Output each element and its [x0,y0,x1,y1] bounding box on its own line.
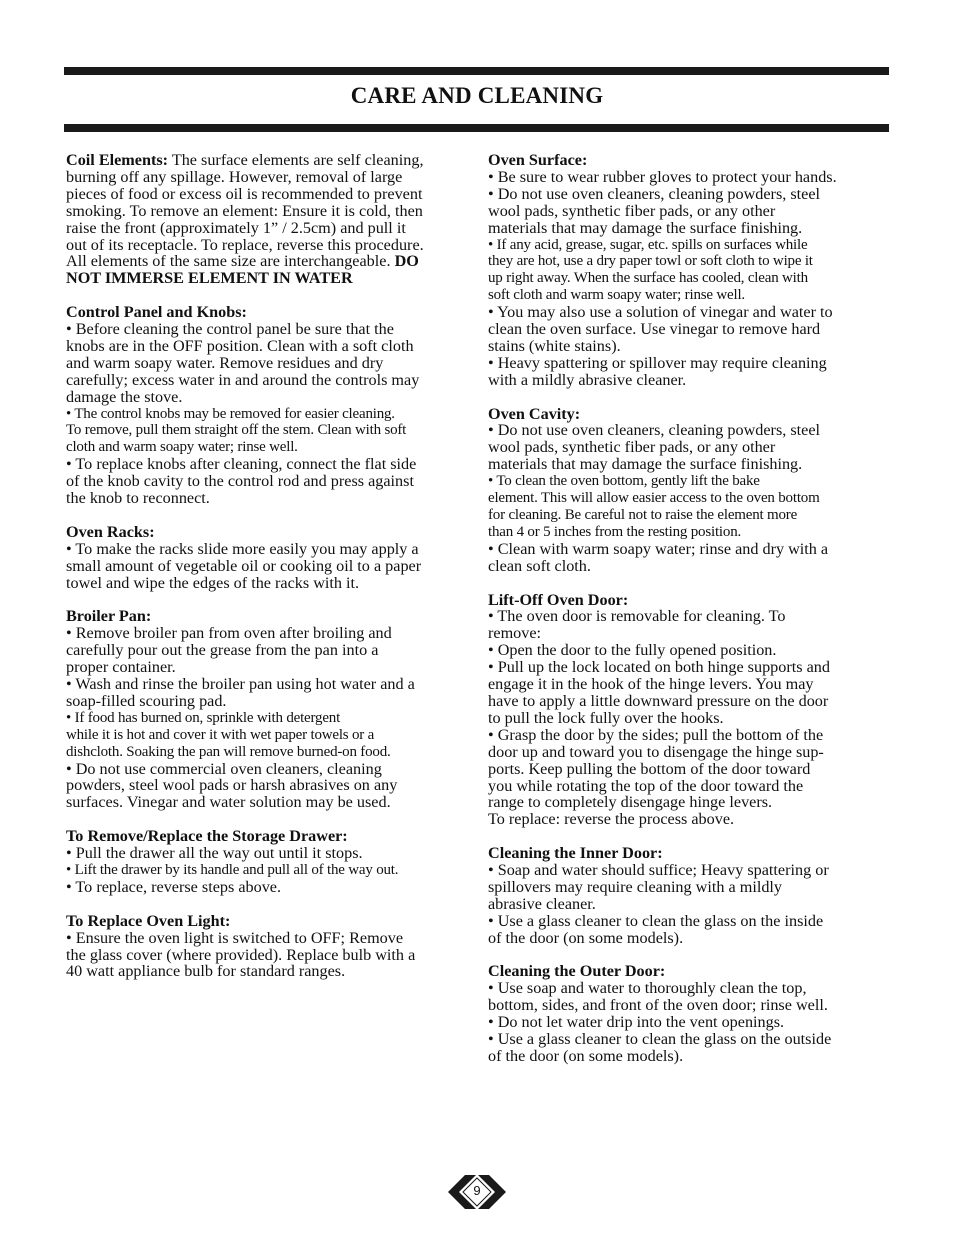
section-storage-drawer: To Remove/Replace the Storage Drawer: • Pull the drawer all the way out until it stops. • Lift the drawer by its handle and pull all of the way out. • To replace, reverse steps above. [66,828,476,896]
section-heading: Oven Surface: [488,151,588,169]
section-heading: Broiler Pan: [66,607,152,626]
section-coil-elements: Coil Elements: The surface elements are self cleaning, burning off any spillage. However, removal of large pieces of food or excess oil is recommended to prevent smoking. To remove an element: Ensure it is cold, then raise the front (approximately 1” / 2.5cm) and pull it out of its receptacle. To replace, reverse this procedure. All elements of the same size are interchangeable. DO NOT IMMERSE ELEMENT IN WATER [66,151,424,288]
section-heading: Lift-Off Oven Door: [488,590,629,609]
section-heading: To Remove/Replace the Storage Drawer: [66,827,348,846]
section-heading: Oven Racks: [66,522,155,541]
warning-text: DO [394,252,419,271]
section-heading: Control Panel and Knobs: [66,303,247,322]
header-top-rule [64,67,889,75]
right-column [488,152,888,1082]
section-control-panel: Control Panel and Knobs: • Before cleaning the control panel be sure that the knobs are in the OFF position. Clean with a soft cloth and warm soapy water. Remove residues and dry carefully; excess water in and around the controls may damage the stove. • The control knobs may be removed for easier cleaning. To remove, pull them straight off the stem. Clean with soft cloth and warm soapy water; rinse well. • To replace knobs after cleaning, connect the flat side of the knob cavity to the control rod and press against the knob to reconnect. [66,304,476,507]
section-heading: To Replace Oven Light: [66,911,231,930]
section-heading: Cleaning the Inner Door: [488,844,663,863]
left-column [66,152,476,997]
section-inner-door: Cleaning the Inner Door: • Soap and water should suffice; Heavy spattering or spillovers may require cleaning with a mildly abrasive cleaner. • Use a glass cleaner to clean the glass on the inside of the door (on some models). [488,845,888,946]
header-bottom-rule [64,124,889,132]
section-heading: Oven Cavity: [488,404,581,423]
section-oven-racks: Oven Racks: • To make the racks slide more easily you may apply a small amount of vegetable oil or cooking oil to a paper towel and wipe the edges of the racks with it. [66,524,476,592]
section-oven-cavity: Oven Cavity: • Do not use oven cleaners, cleaning powders, steel wool pads, synthetic fiber pads, or any other materials that may damage the surface finishing. • To clean the oven bottom, gently lift the bake element. This will allow easier access to the oven bottom for cleaning. Be careful not to raise the element more than 4 or 5 inches from the resting position. • Clean with warm soapy water; rinse and dry with a clean soft cloth. [488,406,888,575]
section-oven-light: To Replace Oven Light: • Ensure the oven light is switched to OFF; Remove the glass cover (where provided). Replace bulb with a 40 watt appliance bulb for standard ranges. [66,913,476,981]
section-broiler-pan: Broiler Pan: • Remove broiler pan from oven after broiling and carefully pour out the grease from the pan into a proper container. • Wash and rinse the broiler pan using hot water and a soap-filled scouring pad. • If food has burned on, sprinkle with detergent while it is hot and cover it with wet paper towels or a dishcloth. Soaking the pan will remove burned-on food. • Do not use commercial oven cleaners, cleaning powders, steel wool pads or harsh abrasives on any surfaces. Vinegar and water solution may be used. [66,608,476,811]
page-title: CARE AND CLEANING [350,83,604,108]
section-outer-door: Cleaning the Outer Door: • Use soap and water to thoroughly clean the top, bottom, sides, and front of the oven door; rinse well. • Do not let water drip into the vent openings. • Use a glass cleaner to clean the glass on the outside of the door (on some models). [488,963,888,1064]
warning-text: NOT IMMERSE ELEMENT IN WATER [66,269,353,288]
section-heading: Cleaning the Outer Door: [488,962,666,981]
page-number-badge [447,1174,507,1210]
section-oven-surface: Oven Surface: • Be sure to wear rubber gloves to protect your hands. • Do not use oven cleaners, cleaning powders, steel wool pads, synthetic fiber pads, or any other materials that may damage the surface finishing. • If any acid, grease, sugar, etc. spills on surfaces while they are hot, use a dry paper towl or soft cloth to wipe it up right away. When the surface has cooled, clean with soft cloth and warm soapy water; rinse well. • You may also use a solution of vinegar and water to clean the oven surface. Use vinegar to remove hard stains (white stains). • Heavy spattering or spillover may require cleaning with a mildly abrasive cleaner. [488,152,888,389]
section-heading: Coil Elements: [66,151,169,169]
page-number: 9 [473,1183,481,1198]
section-lift-off-door: Lift-Off Oven Door: • The oven door is removable for cleaning. To remove: • Open the door to the fully opened position. • Pull up the lock located on both hinge supports and engage it in the hook of the hinge levers. You may have to apply a little downward pressure on the door to pull the lock fully over the hooks. • Grasp the door by the sides; pull the bottom of the door up and toward you to disengage the hinge sup- ports. Keep pulling the bottom of the door toward you while rotating the top of the door toward the range to completely disengage hinge levers. To replace: reverse the process above. [488,592,888,829]
